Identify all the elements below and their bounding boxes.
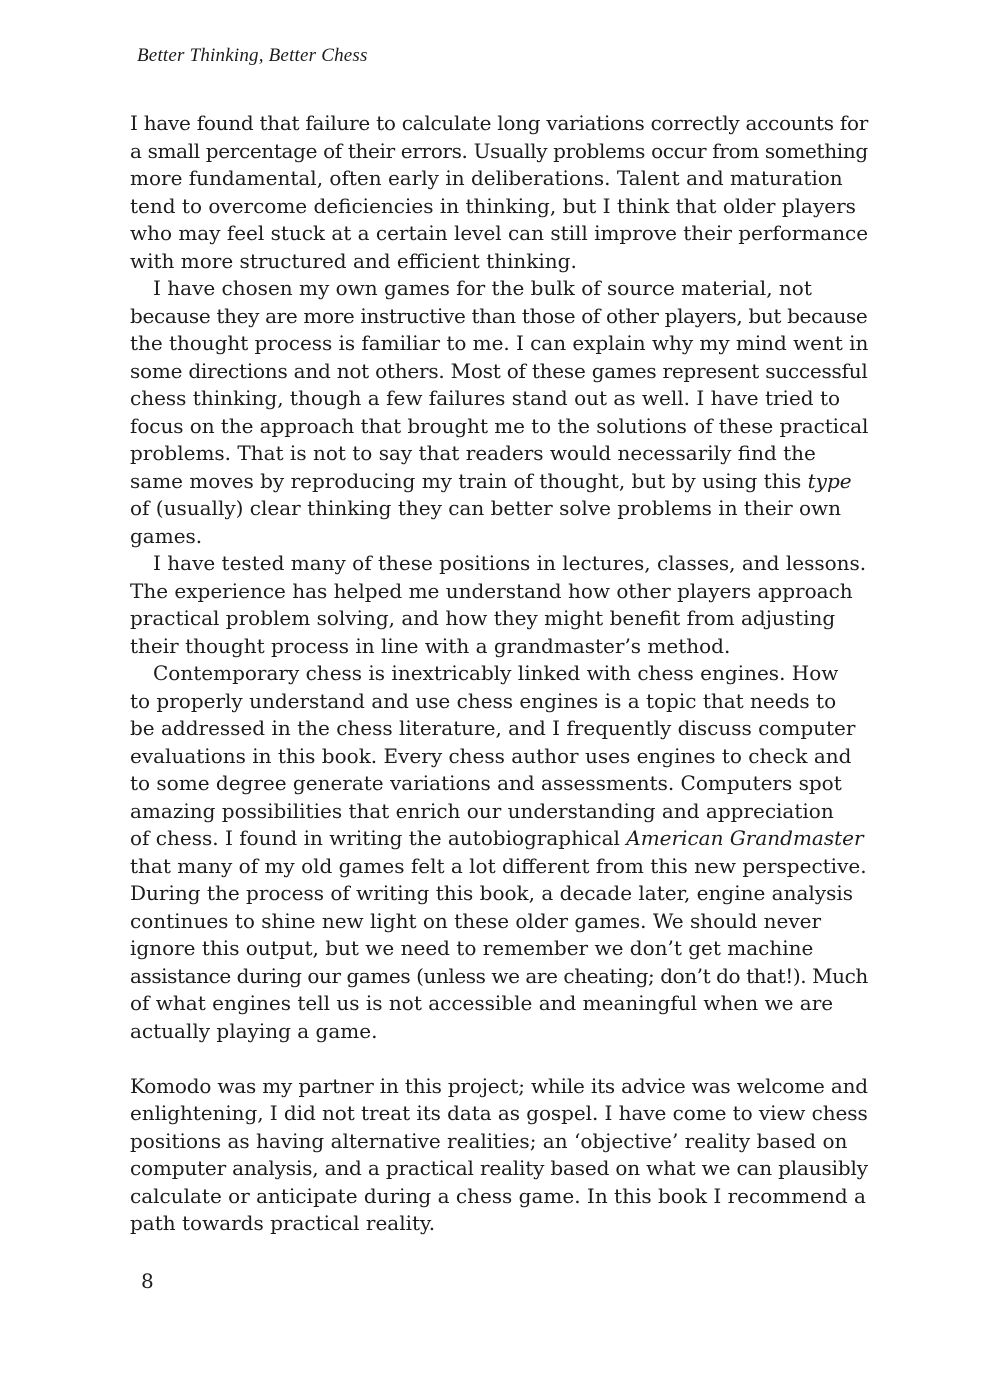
text-line — [130, 605, 868, 633]
text-line — [130, 1128, 868, 1156]
line-text: games. — [130, 523, 203, 548]
italic-term: type — [807, 468, 852, 493]
text-line — [130, 495, 868, 523]
text-line — [130, 358, 868, 386]
line-text: Contemporary chess is inextricably linked with chess engines. How — [153, 661, 839, 685]
text-line — [130, 275, 868, 303]
text-line — [130, 880, 868, 908]
text-line — [130, 715, 868, 743]
line-text: more fundamental, often early in deliberations. Talent and maturation — [130, 166, 843, 190]
text-line — [130, 468, 868, 496]
text-line — [130, 138, 868, 166]
line-text: be addressed in the chess literature, and I frequently discuss computer — [130, 716, 856, 740]
text-line — [130, 1155, 868, 1183]
line-text: to properly understand and use chess engines is a topic that needs to — [130, 688, 837, 713]
text-line — [130, 770, 868, 798]
text-line — [130, 413, 868, 441]
text-line — [130, 853, 868, 881]
line-text: same moves by reproducing my train of thought, but by using this — [130, 468, 808, 493]
line-text: actually playing a game. — [130, 1018, 378, 1043]
line-text: evaluations in this book. Every chess author uses engines to check and — [130, 743, 852, 768]
line-text: positions as having alternative realities; an ‘objective’ reality based on — [130, 1128, 848, 1153]
text-line — [130, 303, 868, 331]
text-line — [130, 1210, 868, 1238]
line-text: I have found that failure to calculate long variations correctly accounts for — [130, 111, 869, 135]
text-line — [130, 990, 868, 1018]
line-text: focus on the approach that brought me to the solutions of these practical — [130, 413, 869, 438]
line-text: of (usually) clear thinking they can better solve problems in their own — [130, 496, 842, 520]
italic-term: American Grandmaster — [626, 826, 864, 850]
body-text — [130, 110, 868, 1238]
line-text: I have tested many of these positions in lectures, classes, and lessons. — [153, 551, 867, 575]
line-text: some directions and not others. Most of these games represent successful — [130, 358, 868, 383]
line-text: tend to overcome deficiencies in thinking, but I think that older players — [130, 193, 856, 218]
line-text: of what engines tell us is not accessible and meaningful when we are — [130, 991, 834, 1015]
line-text: enlightening, I did not treat its data as gospel. I have come to view chess — [130, 1101, 868, 1125]
text-line — [130, 908, 868, 936]
line-text: practical problem solving, and how they might benefit from adjusting — [130, 606, 836, 630]
text-line — [130, 1018, 868, 1046]
line-text: a small percentage of their errors. Usually problems occur from something — [130, 138, 868, 163]
text-line — [130, 385, 868, 413]
line-text: with more structured and efficient thinking. — [130, 248, 577, 273]
line-text: because they are more instructive than those of other players, but because — [130, 303, 868, 328]
line-text: computer analysis, and a practical reality based on what we can plausibly — [130, 1156, 868, 1180]
line-text: their thought process in line with a grandmaster’s method. — [130, 633, 731, 658]
text-line — [130, 963, 868, 991]
text-line — [130, 743, 868, 771]
text-line — [130, 935, 868, 963]
text-line — [130, 193, 868, 221]
line-text: assistance during our games (unless we are cheating; don’t do that!). Much — [130, 963, 868, 988]
text-line — [130, 523, 868, 551]
line-text: problems. That is not to say that readers would necessarily find the — [130, 441, 816, 465]
text-line — [130, 1100, 868, 1128]
text-line — [130, 440, 868, 468]
line-text: the thought process is familiar to me. I can explain why my mind went in — [130, 331, 869, 355]
running-header-title: Better Thinking, Better Chess — [137, 45, 368, 66]
line-text: Komodo was my partner in this project; while its advice was welcome and — [130, 1073, 868, 1098]
line-text: to some degree generate variations and assessments. Computers spot — [130, 771, 842, 795]
line-text: I have chosen my own games for the bulk of source material, not — [153, 276, 812, 300]
line-text: The experience has helped me understand how other players approach — [130, 578, 853, 603]
text-line — [130, 825, 868, 853]
text-line — [130, 165, 868, 193]
text-line — [130, 248, 868, 276]
line-text: of chess. I found in writing the autobiographical — [130, 826, 627, 850]
text-line — [130, 688, 868, 716]
text-line — [130, 330, 868, 358]
text-line — [130, 660, 868, 688]
page-number: 8 — [141, 1269, 154, 1293]
line-text: During the process of writing this book, a decade later, engine analysis — [130, 881, 854, 905]
line-text: path towards practical reality. — [130, 1211, 436, 1235]
text-line — [130, 220, 868, 248]
text-line — [130, 798, 868, 826]
text-line — [130, 1073, 868, 1101]
text-line — [130, 1183, 868, 1211]
line-text: continues to shine new light on these older games. We should never — [130, 908, 822, 933]
line-text: amazing possibilities that enrich our understanding and appreciation — [130, 798, 834, 823]
section-break — [130, 1045, 868, 1073]
text-line — [130, 550, 868, 578]
text-line — [130, 633, 868, 661]
line-text: chess thinking, though a few failures stand out as well. I have tried to — [130, 386, 841, 410]
text-line — [130, 110, 868, 138]
line-text: that many of my old games felt a lot different from this new perspective. — [130, 853, 867, 878]
line-text: ignore this output, but we need to remember we don’t get machine — [130, 936, 814, 960]
text-line — [130, 578, 868, 606]
line-text: calculate or anticipate during a chess game. In this book I recommend a — [130, 1183, 866, 1208]
line-text: who may feel stuck at a certain level can still improve their performance — [130, 221, 869, 245]
